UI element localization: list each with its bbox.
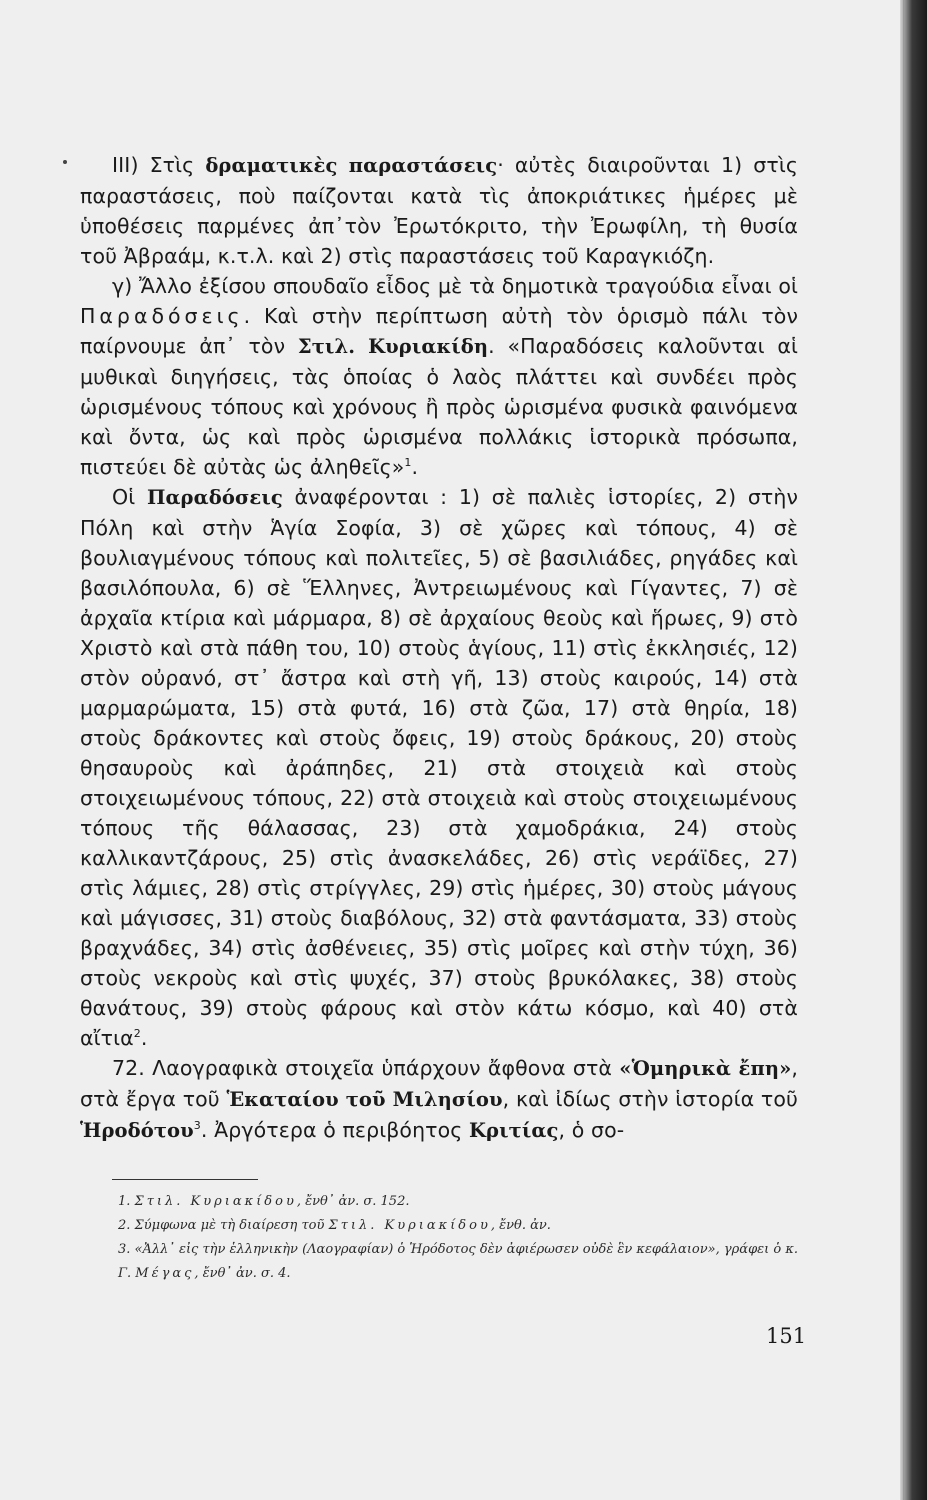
text-run: , ἔνθ. ἀν. bbox=[490, 1218, 551, 1233]
text-run: 2. Σύμφωνα μὲ τὴ διαίρεση τοῦ bbox=[118, 1218, 329, 1233]
author-bold: Ἑκαταίου τοῦ Μιλησίου bbox=[226, 1088, 503, 1111]
text-run: , ἔνθ᾽ ἀν. σ. 152. bbox=[296, 1194, 410, 1209]
paragraph-traditions-list bbox=[80, 482, 798, 1053]
text-run: III) Στὶς bbox=[112, 153, 206, 177]
text-run: . bbox=[140, 1026, 148, 1050]
text-run: , καὶ ἰδίως στὴν ἱστορία τοῦ bbox=[502, 1087, 798, 1111]
footnote-1 bbox=[80, 1190, 798, 1214]
page-number: 151 bbox=[766, 1324, 807, 1348]
footnote-2 bbox=[80, 1214, 798, 1238]
author-spaced: Στιλ. Κυριακίδου bbox=[134, 1194, 297, 1209]
footnote-3 bbox=[80, 1238, 798, 1286]
text-run: , ὁ σο- bbox=[558, 1118, 625, 1142]
author-spaced: Μέγας bbox=[135, 1266, 195, 1281]
text-run: . bbox=[411, 455, 419, 479]
text-run: 72. Λαογραφικὰ στοιχεῖα ὑπάρχουν ἄφθονα στὰ bbox=[112, 1056, 620, 1080]
text-run: . Ἀργότερα ὁ περιβόητος bbox=[200, 1118, 469, 1142]
text-run: . «Παραδόσεις καλοῦνται αἱ μυθικαὶ διηγήσεις, τὰς ὁποίας ὁ λαὸς πλάττει καὶ συνδέει πρὸς ὡρισμένους τόπους καὶ χρόνους ἢ πρὸς ὡρισμένα φυσικὰ φαινόμενα καὶ ὄντα, ὡς καὶ πρὸς ὡρισμένα πολλάκις ἱστορικὰ πρόσωπα, πιστεύει δὲ αὐτὰς ὡς ἀληθεῖς» bbox=[80, 334, 799, 479]
term-spaced: Παραδόσεις bbox=[80, 304, 244, 328]
paragraph-traditions-definition bbox=[80, 271, 798, 482]
text-run: · αὐτὲς διαιροῦνται 1) στὶς παραστάσεις, ποὺ παίζονται κατὰ τὶς ἀποκριάτικες ἡμέρες μὲ ὑποθέσεις παρμένες ἀπ᾽τὸν Ἐρωτόκριτο, τὴν Ἐρωφίλη, τὴ θυσία τοῦ Ἀβραάμ, κ.τ.λ. καὶ 2) στὶς παραστάσεις τοῦ Καραγκιόζη. bbox=[80, 153, 798, 268]
term-bold: δραματικὲς παραστάσεις bbox=[205, 154, 498, 177]
main-text bbox=[80, 150, 798, 1146]
footnotes bbox=[80, 1190, 798, 1286]
footnote-ref: 3 bbox=[193, 1119, 201, 1133]
paragraph-72 bbox=[80, 1053, 798, 1146]
term-bold: Παραδόσεις bbox=[146, 486, 283, 509]
margin-dot bbox=[63, 160, 67, 164]
text-run: , στὰ ἔργα τοῦ bbox=[80, 1056, 799, 1111]
text-run: Οἱ bbox=[112, 485, 147, 509]
footnote-ref: 2 bbox=[133, 1027, 141, 1041]
text-run: ἀναφέρονται : 1) σὲ παλιὲς ἱστορίες, 2) στὴν Πόλη καὶ στὴν Ἁγία Σοφία, 3) σὲ χῶρες καὶ τόπους, 4) σὲ βουλιαγμένους τόπους καὶ πολιτεῖες, 5) σὲ βασιλιάδες, ρηγάδες καὶ βασιλόπουλα, 6) σὲ Ἕλληνες, Ἀντρειωμένους καὶ Γίγαντες, 7) σὲ ἀρχαῖα κτίρια καὶ μάρμαρα, 8) σὲ ἀρχαίους θεοὺς καὶ ἥρωες, 9) στὸ Χριστὸ καὶ στὰ πάθη του, 10) στοὺς ἁγίους, 11) στὶς ἐκκλησιές, 12) στὸν οὐρανό, στ᾽ ἄστρα καὶ στὴ γῆ, 13) στοὺς καιρούς, 14) στὰ μαρμαρώματα, 15) στὰ φυτά, 16) στὰ ζῶα, 17) στὰ θηρία, 18) στοὺς δράκοντες καὶ στοὺς ὄφεις, 19) στοὺς δράκους, 20) στοὺς θησαυροὺς καὶ ἀράπηδες, 21) στὰ στοιχειὰ καὶ στοὺς στοιχειωμένους τόπους, 22) στὰ στοιχειὰ καὶ στοὺς στοιχειωμένους τόπους τῆς θάλασσας, 23) στὰ χαμοδράκια, 24) στοὺς καλλικαντζάρους, 25) στὶς ἀνασκελάδες, 26) στὶς νεράϊδες, 27) στὶς λάμιες, 28) στὶς στρίγγλες, 29) στὶς ἡμέρες, 30) στοὺς μάγους καὶ μάγισσες, 31) στοὺς διαβόλους, 32) στὰ φαντάσματα, 33) στοὺς βραχνάδες, 34) στὶς ἀσθένειες, 35) στὶς μοῖρες καὶ στὴν τύχη, 36) στοὺς νεκροὺς καὶ στὶς ψυχές, 37) στοὺς βρυκόλακες, 38) στοὺς θανάτους, 39) στοὺς φάρους καὶ στὸν κάτω κόσμο, καὶ 40) στὰ αἴτια bbox=[80, 485, 799, 1050]
author-bold: Στιλ. Κυριακίδη bbox=[297, 335, 489, 358]
page-edge-line bbox=[903, 0, 905, 1500]
footnote-divider bbox=[112, 1179, 258, 1180]
text-run: , ἔνθ᾽ ἀν. σ. 4. bbox=[194, 1266, 291, 1281]
work-bold: «Ὁμηρικὰ ἔπη» bbox=[619, 1057, 792, 1080]
author-bold: Ἡροδότου bbox=[80, 1119, 194, 1142]
text-run: 3. «Ἀλλ᾽ εἰς τὴν ἑλληνικὴν (Λαογραφίαν) ὁ Ἡρόδοτος δὲν ἀφιέρωσεν οὐδὲ ἓν κεφάλαιον», γράφει ὁ κ. Γ. bbox=[118, 1242, 798, 1281]
text-run: 1. bbox=[118, 1194, 135, 1209]
paragraph-dramatic-performances bbox=[80, 150, 798, 271]
author-bold: Κριτίας bbox=[469, 1119, 559, 1142]
text-run: γ) Ἄλλο ἐξίσου σπουδαῖο εἶδος μὲ τὰ δημοτικὰ τραγούδια εἶναι οἱ bbox=[112, 274, 798, 298]
text-run: . Καὶ στὴν περίπτωση αὐτὴ τὸν ὁρισμὸ πάλι τὸν παίρνουμε ἀπ᾽ τὸν bbox=[80, 304, 798, 358]
author-spaced: Στιλ. Κυριακίδου bbox=[328, 1218, 491, 1233]
footnote-ref: 1 bbox=[404, 456, 412, 470]
